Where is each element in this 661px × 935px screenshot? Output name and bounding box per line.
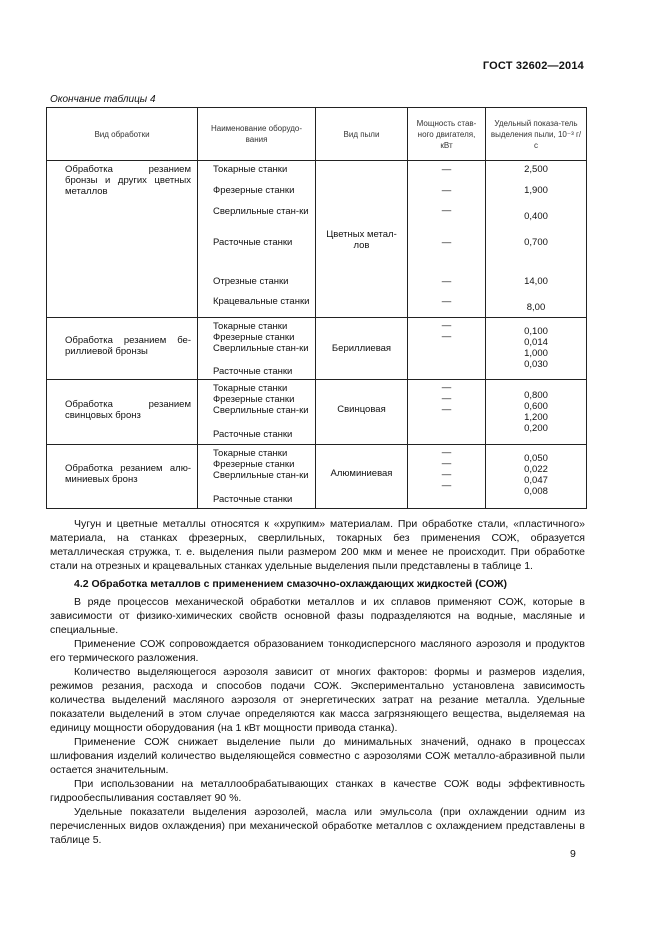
equipment-item: Крацевальные станки: [213, 296, 310, 307]
rate-value: 0,014: [524, 337, 548, 348]
col-header-equipment: Наименование оборудо-вания: [198, 108, 316, 161]
rate-value: 0,700: [524, 237, 548, 248]
equipment-item: Фрезерные станки: [213, 394, 295, 405]
rate-value: 0,800: [524, 390, 548, 401]
process-cell: [47, 318, 198, 380]
power-cell: [408, 380, 486, 445]
paragraph: Удельные показатели выделения аэрозолей, масла или эмульсола (при охлаждении одним из перечисленных видов охлаждения) при механической обработке металлов с охлаждением представлены в таблице 5.: [50, 806, 585, 846]
dust-type-cell: [316, 318, 408, 380]
table-row: [47, 161, 587, 318]
equipment-item: Отрезные станки: [213, 276, 289, 287]
power-value: —: [441, 164, 452, 175]
equipment-item: Фрезерные станки: [213, 332, 295, 343]
rate-value: 1,200: [524, 412, 548, 423]
process-cell: [47, 380, 198, 445]
process-text: Обработка резанием бронзы и других цветных металлов: [65, 164, 191, 197]
equipment-item: Фрезерные станки: [213, 459, 295, 470]
dust-type-cell: [316, 161, 408, 318]
rate-value: 0,600: [524, 401, 548, 412]
section-title: 4.2 Обработка металлов с применением смазочно-охлаждающих жидкостей (СОЖ): [74, 578, 507, 590]
rate-value: 0,022: [524, 464, 548, 475]
equipment-item: Расточные станки: [213, 429, 293, 440]
rate-value: 2,500: [524, 164, 548, 175]
power-value: —: [441, 237, 452, 248]
rate-value: 0,100: [524, 326, 548, 337]
power-value: —: [441, 480, 452, 491]
rate-cell: [486, 380, 587, 445]
paragraph: При использовании на металлообрабатывающих станках в качестве СОЖ воды эффективность гидрообеспыливания составляет 90 %.: [50, 778, 585, 804]
power-cell: [408, 445, 486, 509]
rate-cell: [486, 445, 587, 509]
table-row: [47, 380, 587, 445]
paragraph: В ряде процессов механической обработки металлов и их сплавов применяют СОЖ, которые в зависимости от физико-химических свойств основной фазы подразделяются на водные, масляные и специальные.: [50, 596, 585, 636]
table-row: [47, 445, 587, 509]
table-caption: Окончание таблицы 4: [50, 94, 156, 105]
equipment-item: Расточные станки: [213, 494, 293, 505]
equipment-cell: [198, 380, 316, 445]
dust-emission-table: [46, 107, 587, 509]
equipment-item: Сверлильные стан-ки: [213, 405, 309, 416]
power-value: —: [441, 331, 452, 342]
paragraph: Количество выделяющегося аэрозоля зависит от многих факторов: формы и размеров изделия, режимов резания, расхода и способов подачи СОЖ. Экспериментально установлена зависимость количества выделений масляного аэрозоля от энергетических затрат на резание металла. Удельные показатели выделений в этом случае определяются как масса загрязняющего вещества, выделяемая на единицу мощности оборудования (на 1 кВт мощности привода станка).: [50, 666, 585, 734]
document-code: ГОСТ 32602—2014: [482, 60, 584, 72]
rate-value: 0,008: [524, 486, 548, 497]
rate-value: 1,900: [524, 185, 548, 196]
equipment-item: Токарные станки: [213, 164, 288, 175]
dust-type-cell: [316, 445, 408, 509]
dust-type: Бериллиевая: [331, 343, 392, 354]
power-cell: [408, 161, 486, 318]
power-value: —: [441, 393, 452, 404]
rate-value: 1,000: [524, 348, 548, 359]
power-value: —: [441, 447, 452, 458]
process-cell: [47, 445, 198, 509]
process-text: Обработка резанием бе-риллиевой бронзы: [65, 335, 191, 357]
equipment-item: Токарные станки: [213, 448, 288, 459]
power-value: —: [441, 458, 452, 469]
power-value: —: [441, 382, 452, 393]
equipment-cell: [198, 318, 316, 380]
note-paragraph: Чугун и цветные металлы относятся к «хрупким» материалам. При обработке стали, «пластичного» материала, на станках фрезерных, сверлильных, токарных без применения СОЖ, образуется металлическая стружка, т. е. выделения пыли размером 200 мкм и менее не происходит. При обработке стали на отрезных и крацевальных станках удельные выделения пыли представлены в таблице 1.: [50, 518, 585, 572]
rate-value: 0,047: [524, 475, 548, 486]
dust-type: Цветных метал-лов: [326, 229, 397, 251]
process-cell: [47, 161, 198, 318]
rate-cell: [486, 318, 587, 380]
paragraph: Применение СОЖ снижает выделение пыли до минимальных значений, однако в процессах шлифования изделий количество выделяющейся совместно с аэрозолями СОЖ металло-абразивной пыли остается значительным.: [50, 736, 585, 776]
table-header-row: [47, 108, 587, 161]
rate-value: 8,00: [526, 302, 546, 313]
power-value: —: [441, 296, 452, 307]
process-text: Обработка резанием алю-миниевых бронз: [65, 463, 191, 485]
body-text: [50, 517, 585, 847]
power-value: —: [441, 404, 452, 415]
equipment-item: Токарные станки: [213, 383, 288, 394]
dust-type: Алюминиевая: [330, 468, 393, 479]
rate-value: 0,050: [524, 453, 548, 464]
power-value: —: [441, 469, 452, 480]
col-header-dust-type: Вид пыли: [316, 108, 408, 161]
rate-value: 14,00: [524, 276, 548, 287]
rate-value: 0,400: [524, 211, 548, 222]
power-value: —: [441, 320, 452, 331]
process-text: Обработка резанием свинцовых бронз: [65, 399, 191, 421]
col-header-motor-power: Мощность став-ного двигателя, кВт: [408, 108, 486, 161]
table-row: [47, 318, 587, 380]
dust-type-cell: [316, 380, 408, 445]
equipment-item: Сверлильные стан-ки: [213, 470, 309, 481]
power-value: —: [441, 205, 452, 216]
power-cell: [408, 318, 486, 380]
equipment-item: Сверлильные стан-ки: [213, 206, 309, 217]
equipment-item: Расточные станки: [213, 366, 293, 377]
equipment-item: Токарные станки: [213, 321, 288, 332]
rate-value: 0,030: [524, 359, 548, 370]
col-header-process: Вид обработки: [47, 108, 198, 161]
rate-cell: [486, 161, 587, 318]
power-value: —: [441, 276, 452, 287]
dust-type: Свинцовая: [337, 404, 386, 415]
col-header-emission-rate: Удельный показа-тель выделения пыли, 10⁻³ г/с: [486, 108, 587, 161]
power-value: —: [441, 185, 452, 196]
equipment-item: Фрезерные станки: [213, 185, 295, 196]
page-number: 9: [570, 848, 576, 860]
equipment-cell: [198, 445, 316, 509]
paragraph: Применение СОЖ сопровождается образованием тонкодисперсного масляного аэрозоля и продуктов его термического разложения.: [50, 638, 585, 664]
equipment-cell: [198, 161, 316, 318]
equipment-item: Сверлильные стан-ки: [213, 343, 309, 354]
rate-value: 0,200: [524, 423, 548, 434]
equipment-item: Расточные станки: [213, 237, 293, 248]
